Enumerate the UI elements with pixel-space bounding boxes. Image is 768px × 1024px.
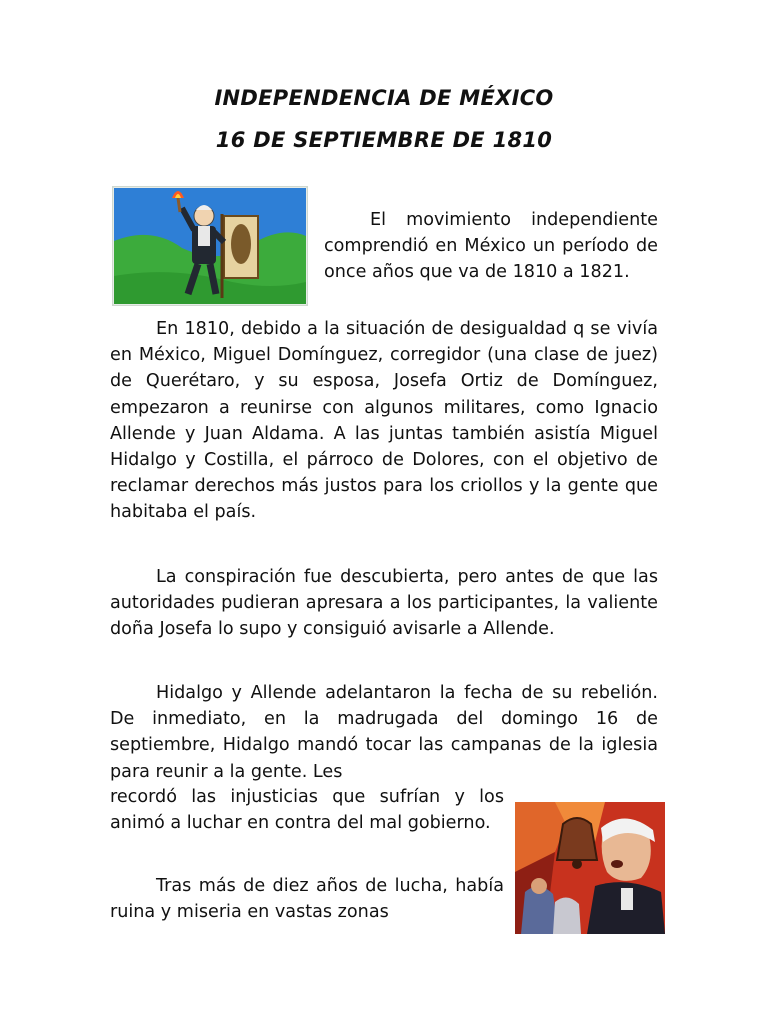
hidalgo-cartoon-image	[112, 186, 308, 306]
paragraph-rebellion-continued: recordó las injusticias que sufrían y los animó a luchar en contra del mal gobierno.	[110, 787, 504, 834]
paragraph-conspiracy-origin: En 1810, debido a la situación de desigualdad q se vivía en México, Miguel Domínguez, corregidor (una clase de juez) de Querétaro, y su esposa, Josefa Ortiz de Domínguez, empezaron a reunirse con algunos militares, como Ignacio Allende y Juan Aldama. A las juntas también asistía Miguel Hidalgo y Costilla, el párroco de Dolores, con el objetivo de reclamar derechos más justos para los criollos y la gente que habitaba el país.	[110, 319, 658, 523]
page-title: INDEPENDENCIA DE MÉXICO	[214, 86, 554, 110]
intro-paragraph: El movimiento independiente comprendió en México un período de once años que va de 1810 a 1821.	[324, 210, 658, 283]
hidalgo-mural-image	[515, 802, 665, 934]
paragraph-aftermath: Tras más de diez años de lucha, había ruina y miseria en vastas zonas	[110, 876, 504, 923]
page-subtitle: 16 DE SEPTIEMBRE DE 1810	[215, 128, 553, 152]
paragraph-discovery: La conspiración fue descubierta, pero antes de que las autoridades pudieran apresara a los participantes, la valiente doña Josefa lo supo y consiguió avisarle a Allende.	[110, 567, 658, 640]
paragraph-rebellion: Hidalgo y Allende adelantaron la fecha de su rebelión. De inmediato, en la madrugada del domingo 16 de septiembre, Hidalgo mandó tocar las campanas de la iglesia para reunir a la gente. Les	[110, 683, 658, 782]
